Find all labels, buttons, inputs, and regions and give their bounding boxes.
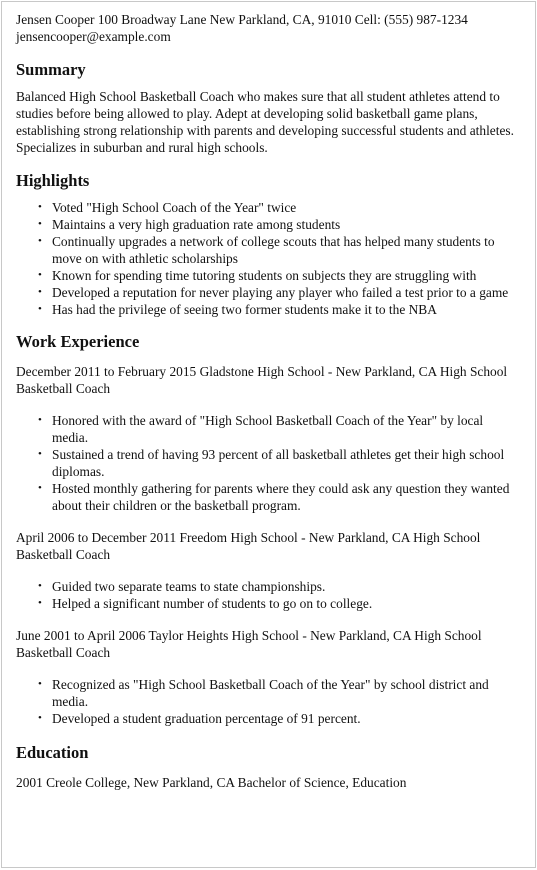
bullet-icon: • [38, 218, 42, 230]
contact-address-line: Jensen Cooper 100 Broadway Lane New Parkland, CA, 91010 Cell: (555) 987-1234 [16, 12, 468, 27]
work-experience-heading: Work Experience [16, 332, 140, 351]
highlight-text: Has had the privilege of seeing two former students make it to the NBA [52, 302, 437, 317]
job-bullets [16, 412, 521, 514]
job-bullet-text: Developed a student graduation percentage of 91 percent. [52, 711, 361, 726]
job-bullet-item [38, 595, 521, 612]
contact-block [16, 11, 521, 45]
bullet-icon: • [38, 286, 42, 298]
resume-page [1, 1, 536, 868]
highlight-item [38, 216, 521, 233]
job-bullet-item [38, 412, 521, 446]
highlights-heading: Highlights [16, 171, 90, 190]
job-bullet-text: Recognized as "High School Basketball Coach of the Year" by school district and media. [52, 677, 489, 709]
job-bullet-text: Helped a significant number of students to go on to college. [52, 596, 373, 611]
job-title: June 2001 to April 2006 Taylor Heights High School - New Parkland, CA High School Basketball Coach [16, 628, 482, 660]
highlight-item [38, 233, 521, 267]
highlight-text: Developed a reputation for never playing any player who failed a test prior to a game [52, 285, 509, 300]
bullet-icon: • [38, 303, 42, 315]
highlight-text: Voted "High School Coach of the Year" twice [52, 200, 297, 215]
highlight-item [38, 199, 521, 216]
highlight-item [38, 284, 521, 301]
job-bullet-item [38, 676, 521, 710]
job-bullets [16, 676, 521, 727]
highlight-item [38, 301, 521, 318]
job-bullet-text: Hosted monthly gathering for parents where they could ask any question they wanted about their children or the basketball program. [52, 481, 510, 513]
bullet-icon: • [38, 448, 42, 460]
bullet-icon: • [38, 201, 42, 213]
highlight-text: Continually upgrades a network of college scouts that has helped many students to move on with athletic scholarships [52, 234, 495, 266]
job-bullet-text: Guided two separate teams to state championships. [52, 579, 326, 594]
contact-email: jensencooper@example.com [16, 29, 171, 44]
bullet-icon: • [38, 269, 42, 281]
bullet-icon: • [38, 235, 42, 247]
job-bullet-text: Honored with the award of "High School Basketball Coach of the Year" by local media. [52, 413, 484, 445]
job-bullet-item [38, 710, 521, 727]
bullet-icon: • [38, 712, 42, 724]
education-heading: Education [16, 743, 89, 762]
bullet-icon: • [38, 482, 42, 494]
job-bullet-item [38, 578, 521, 595]
bullet-icon: • [38, 678, 42, 690]
job-bullet-item [38, 480, 521, 514]
highlight-text: Maintains a very high graduation rate among students [52, 217, 341, 232]
summary-text: Balanced High School Basketball Coach who makes sure that all student athletes attend to studies before being allowed to play. Adept at developing solid basketball game plans, establishing strong relationship with parents and developing successful students and athletes. Specializes in suburban and rural high schools. [16, 89, 514, 155]
bullet-icon: • [38, 597, 42, 609]
bullet-icon: • [38, 580, 42, 592]
education-entry: 2001 Creole College, New Parkland, CA Bachelor of Science, Education [16, 775, 407, 790]
job-bullets [16, 578, 521, 612]
bullet-icon: • [38, 414, 42, 426]
job-title: December 2011 to February 2015 Gladstone High School - New Parkland, CA High School Basketball Coach [16, 364, 508, 396]
highlight-text: Known for spending time tutoring students on subjects they are struggling with [52, 268, 477, 283]
highlight-item [38, 267, 521, 284]
summary-heading: Summary [16, 60, 86, 79]
job-title: April 2006 to December 2011 Freedom High School - New Parkland, CA High School Basketball Coach [16, 530, 481, 562]
job-bullet-text: Sustained a trend of having 93 percent of all basketball athletes get their high school diplomas. [52, 447, 505, 479]
job-bullet-item [38, 446, 521, 480]
highlights-list [16, 199, 521, 318]
